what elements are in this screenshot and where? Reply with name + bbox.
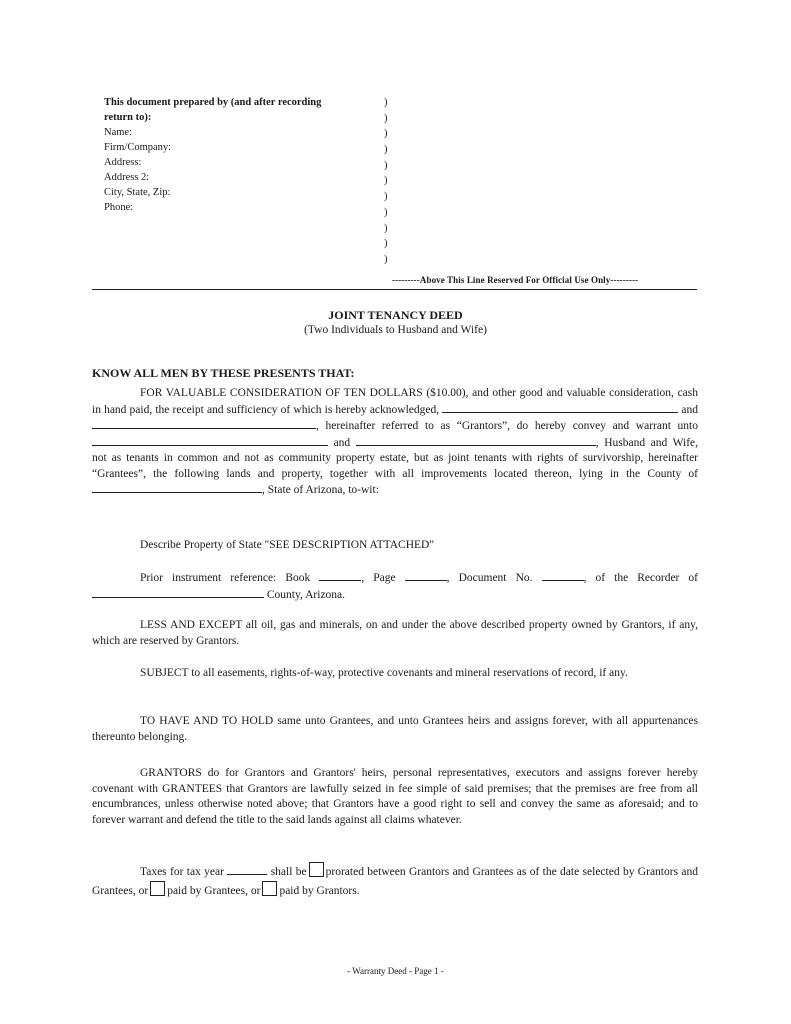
paid-by-grantors-text: paid by Grantors. bbox=[279, 884, 360, 897]
consideration-text-2: “Grantors”, do hereby convey and warrant unto bbox=[456, 420, 698, 432]
taxes-label: Taxes for tax year bbox=[140, 866, 224, 878]
consideration-text-4: , State of Arizona, to-wit: bbox=[262, 484, 379, 496]
paren: ) bbox=[384, 128, 388, 140]
paid-by-grantees-text: paid by Grantees, or bbox=[167, 884, 261, 897]
paren: ) bbox=[384, 253, 388, 265]
grantor-2-blank[interactable] bbox=[92, 418, 316, 429]
paren: ) bbox=[384, 159, 388, 171]
return-to-label: return to): bbox=[104, 112, 152, 123]
paren: ) bbox=[384, 206, 388, 218]
page-footer: - Warranty Deed - Page 1 - bbox=[347, 966, 444, 976]
grantee-1-blank[interactable] bbox=[92, 435, 328, 446]
field-address-2: Address 2: bbox=[104, 172, 150, 183]
field-firm: Firm/Company: bbox=[104, 142, 172, 153]
shall-be-label: shall be bbox=[270, 866, 307, 878]
paren: ) bbox=[384, 144, 388, 156]
paren-column bbox=[384, 95, 388, 268]
field-city-state-zip: City, State, Zip: bbox=[104, 187, 171, 198]
tax-year-blank[interactable] bbox=[227, 864, 267, 875]
prorated-text: prorated between Grantors and Grantees as of the date selected by Grantors and Grantees, or bbox=[92, 866, 699, 897]
consideration-text-3: , Husband and Wife, not as tenants in common and not as community property estate, but as joint tenants with rights of survivorship, hereinafter “Grantees”, the following lands and property, together with all improvements located thereon, lying in the County of bbox=[92, 436, 699, 480]
field-phone: Phone: bbox=[104, 202, 134, 213]
document-number-blank[interactable] bbox=[542, 570, 584, 581]
subject-paragraph: SUBJECT to all easements, rights-of-way, protective covenants and mineral reservations of record, if any. bbox=[140, 667, 628, 679]
county-blank[interactable] bbox=[92, 482, 262, 493]
prior-page-label: , Page bbox=[361, 572, 396, 584]
prior-recorder-label: , of the Recorder of bbox=[583, 572, 699, 584]
prior-instrument-paragraph bbox=[92, 570, 698, 603]
paren: ) bbox=[384, 238, 388, 250]
document-subtitle: (Two Individuals to Husband and Wife) bbox=[304, 324, 487, 336]
less-and-except-paragraph: LESS AND EXCEPT all oil, gas and minerals, on and under the above described property owned by Grantors, if any, which are reserved by Grantors. bbox=[92, 619, 698, 647]
grantors-covenant-paragraph: GRANTORS do for Grantors and Grantors' heirs, personal representatives, executors and assigns forever hereby covenant with GRANTEES that Grantors are lawfully seized in fee simple of said premises; that the premises are free from all encumbrances, unless otherwise noted above; that Grantors have a good right to sell and convey the same as aforesaid; and to forever warrant and defend the title to the said lands against all claims whatever. bbox=[92, 767, 698, 826]
preparer-block bbox=[104, 95, 374, 215]
grantee-2-blank[interactable] bbox=[356, 435, 596, 446]
grantor-1-blank[interactable] bbox=[442, 402, 678, 413]
prior-document-label: , Document No. bbox=[446, 572, 533, 584]
paid-by-grantors-checkbox[interactable] bbox=[262, 881, 277, 896]
prepared-by-label: This document prepared by (and after recording bbox=[104, 97, 322, 108]
to-have-paragraph: TO HAVE AND TO HOLD same unto Grantees, and unto Grantees heirs and assigns forever, with all appurtenances thereunto belonging. bbox=[92, 715, 698, 743]
paren: ) bbox=[384, 97, 388, 108]
field-name: Name: bbox=[104, 127, 132, 138]
and-text-2: and bbox=[333, 436, 351, 449]
consideration-paragraph bbox=[92, 386, 698, 499]
prorated-checkbox[interactable] bbox=[309, 862, 324, 877]
paren: ) bbox=[384, 175, 388, 187]
and-text: and bbox=[681, 403, 699, 416]
page-blank[interactable] bbox=[405, 570, 447, 581]
prior-county-label: County, Arizona. bbox=[266, 588, 346, 601]
book-blank[interactable] bbox=[319, 570, 361, 581]
hereinafter-text: , hereinafter referred to as bbox=[316, 420, 451, 432]
recorder-county-blank[interactable] bbox=[92, 587, 264, 598]
reserved-line-label: ---------Above This Line Reserved For Official Use Only--------- bbox=[392, 275, 639, 285]
paren: ) bbox=[384, 112, 388, 124]
paren: ) bbox=[384, 191, 388, 203]
describe-property-line: Describe Property of State "SEE DESCRIPTION ATTACHED" bbox=[140, 539, 435, 551]
taxes-paragraph bbox=[92, 862, 698, 899]
consideration-text-1: FOR VALUABLE CONSIDERATION OF TEN DOLLARS ($10.00), and other good and valuable consideration, cash in hand paid, the receipt and sufficiency of which is hereby acknowledged, bbox=[92, 387, 698, 416]
document-title: JOINT TENANCY DEED bbox=[328, 308, 463, 322]
field-address: Address: bbox=[104, 157, 142, 168]
know-all-heading: KNOW ALL MEN BY THESE PRESENTS THAT: bbox=[92, 366, 355, 380]
paid-by-grantees-checkbox[interactable] bbox=[150, 881, 165, 896]
prior-book-label: Prior instrument reference: Book bbox=[140, 572, 311, 584]
paren: ) bbox=[384, 222, 388, 234]
header-divider bbox=[92, 289, 697, 290]
